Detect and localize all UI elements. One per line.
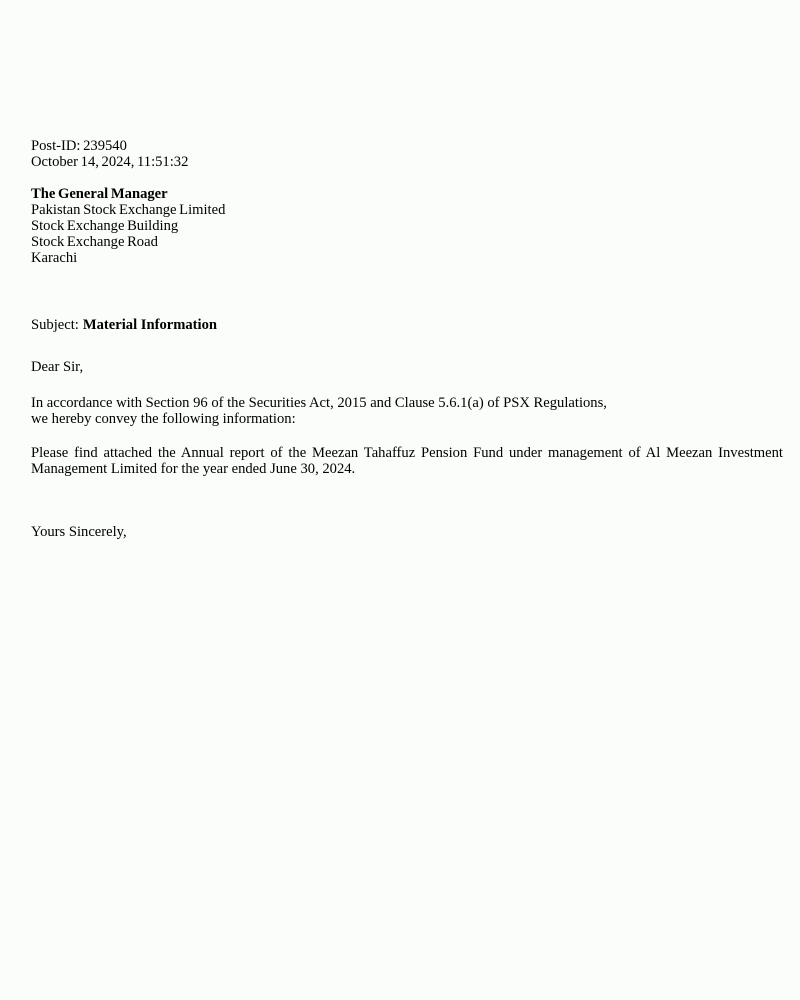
recipient-address-line: Pakistan Stock Exchange Limited [31, 202, 226, 218]
recipient-name: The General Manager [31, 186, 168, 202]
paragraph-line: Management Limited for the year ended June 30, 2024. [31, 461, 356, 477]
recipient-address-line: Stock Exchange Building [31, 218, 179, 234]
recipient-address-block [31, 186, 783, 266]
body-paragraph-1 [31, 395, 783, 427]
post-meta-block [31, 138, 783, 170]
paragraph-line: Please find attached the Annual report of the Meezan Tahaffuz Pension Fund under management of Al Meezan Investment [31, 445, 783, 461]
salutation: Dear Sir, [31, 359, 84, 375]
recipient-address-line: Stock Exchange Road [31, 234, 158, 250]
subject-label: Subject: [31, 317, 79, 333]
paragraph-line: we hereby convey the following information: [31, 411, 296, 427]
paragraph-line: In accordance with Section 96 of the Securities Act, 2015 and Clause 5.6.1(a) of PSX Regulations, [31, 395, 607, 411]
closing: Yours Sincerely, [31, 524, 127, 540]
subject-value: Material Information [82, 317, 217, 333]
recipient-address-line: Karachi [31, 250, 78, 266]
subject-line [31, 317, 783, 333]
post-datetime-line: October 14, 2024, 11:51:32 [31, 154, 189, 170]
post-id-line: Post-ID: 239540 [31, 138, 127, 154]
body-paragraph-2 [31, 445, 783, 477]
